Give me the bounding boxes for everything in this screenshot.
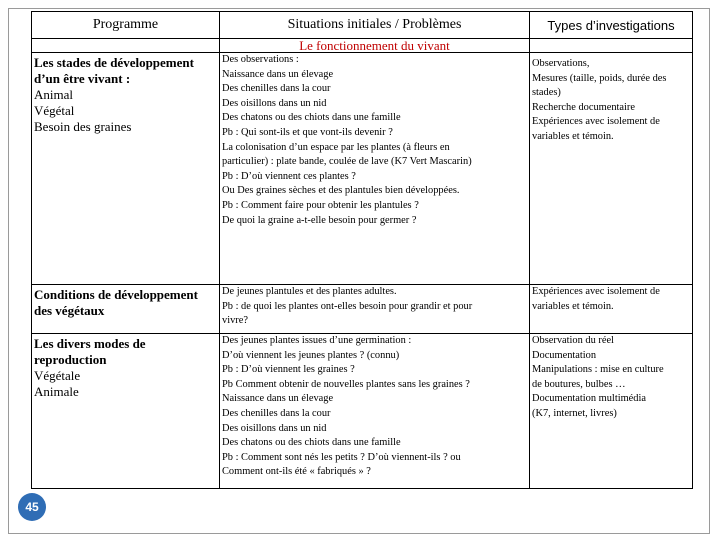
header-investigations: Types d’investigations [530,12,693,39]
table-row [32,285,693,334]
situation-line: Des chatons ou des chiots dans une famille [222,112,401,124]
header-row [32,12,693,39]
situation-line: Naissance dans un élevage [222,68,334,80]
situation-line: Des chenilles dans la cour [222,83,331,95]
programme-item: Animale [34,384,79,399]
investigation-line: Observation du réel [532,335,614,346]
situation-line: Pb : Comment sont nés les petits ? D’où viennent-ils ? ou [222,451,461,463]
programme-title-line: d’un être vivant : [34,71,131,86]
investigations-cell [530,285,693,334]
situation-line: Des oisillons dans un nid [222,422,327,434]
investigation-line: (K7, internet, livres) [532,407,617,419]
investigation-line: Expériences avec isolement de [532,286,660,297]
subheader-row [32,39,693,53]
situation-line: Des chenilles dans la cour [222,407,331,419]
programme-title-line: Les divers modes de [34,336,146,351]
situation-line: Des chatons ou des chiots dans une famille [222,437,401,449]
subheader-empty-3 [530,39,693,53]
investigation-line: Expériences avec isolement de [532,116,660,128]
programme-title-line: reproduction [34,352,107,367]
page-number-badge: 45 [18,493,46,521]
investigation-line: variables et témoin. [532,300,614,312]
programme-table [31,11,693,489]
situation-line: Des jeunes plantes issues d’une germination : [222,335,412,346]
situation-line: Pb : de quoi les plantes ont-elles besoin pour grandir et pour [222,300,473,312]
situation-line: De jeunes plantules et des plantes adultes. [222,286,397,297]
investigation-line: Observations, [532,58,590,69]
investigations-cell [530,53,693,285]
situations-cell [220,334,530,489]
situations-cell [220,53,530,285]
investigation-line: stades) [532,87,561,99]
subheader-empty-1 [32,39,220,53]
subheader-vivant: Le fonctionnement du vivant [220,39,530,53]
situation-line: D’où viennent les jeunes plantes ? (connu) [222,349,400,361]
investigation-line: Mesures (taille, poids, durée des [532,72,667,84]
situation-line: La colonisation d’un espace par les plantes (à fleurs en [222,141,450,153]
programme-title-line: Conditions de développement [34,287,198,302]
investigation-line: de boutures, bulbes … [532,378,626,390]
header-programme: Programme [32,12,220,39]
programme-item: Besoin des graines [34,119,132,134]
situation-line: vivre? [222,315,248,327]
programme-cell [32,334,220,489]
situation-line: Comment ont-ils été « fabriqués » ? [222,466,371,478]
programme-title-line: Les stades de développement [34,55,194,70]
programme-item: Animal [34,87,73,102]
programme-title-line: des végétaux [34,303,105,318]
situation-line: Ou Des graines sèches et des plantules bien développées. [222,185,460,197]
programme-cell [32,53,220,285]
investigations-cell [530,334,693,489]
situation-line: Pb : D’où viennent ces plantes ? [222,170,356,182]
situation-line: Pb : D’où viennent les graines ? [222,364,355,376]
situation-line: Naissance dans un élevage [222,393,334,405]
situation-line: De quoi la graine a-t-elle besoin pour germer ? [222,214,417,226]
table-row [32,334,693,489]
situation-line: Des observations : [222,54,299,65]
investigation-line: Manipulations : mise en culture [532,364,664,376]
investigation-line: Documentation [532,349,597,361]
investigation-line: Recherche documentaire [532,101,635,113]
investigation-line: Documentation multimédia [532,393,646,405]
header-situations: Situations initiales / Problèmes [220,12,530,39]
situation-line: particulier) : plate bande, coulée de lave (K7 Vert Mascarin) [222,156,472,168]
situation-line: Pb Comment obtenir de nouvelles plantes sans les graines ? [222,378,470,390]
table-row [32,53,693,285]
situation-line: Pb : Qui sont-ils et que vont-ils devenir ? [222,126,393,138]
investigation-line: variables et témoin. [532,130,614,142]
programme-cell [32,285,220,334]
programme-item: Végétale [34,368,81,383]
situation-line: Des oisillons dans un nid [222,97,327,109]
programme-item: Végétal [34,103,75,118]
situation-line: Pb : Comment faire pour obtenir les plantules ? [222,199,419,211]
situations-cell [220,285,530,334]
